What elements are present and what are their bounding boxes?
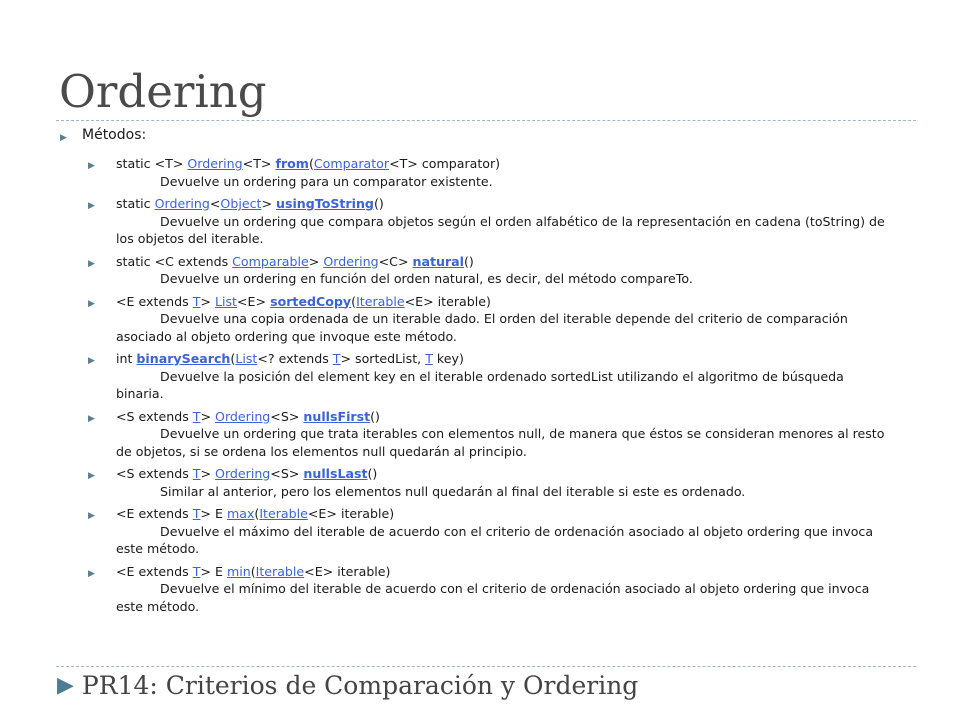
method-name-link[interactable]: sortedCopy [270, 293, 352, 309]
signature-text: < [209, 196, 221, 211]
method-description [116, 213, 888, 248]
signature-text: <T> comparator) [389, 156, 501, 171]
signature-text: <S extends [116, 408, 193, 424]
signature-text: ( [230, 351, 236, 366]
signature-text: () [373, 196, 384, 211]
signature-text: static <T> [116, 156, 188, 171]
description-text: Devuelve un ordering en función del orden natural, es decir, del método compareTo. [160, 271, 693, 286]
signature-text: key) [432, 351, 464, 366]
method-name-link[interactable]: natural [412, 253, 464, 269]
bullet-triangle-icon: ▶ [88, 511, 95, 521]
type-link[interactable]: List [214, 293, 237, 309]
signature-text: <S> [270, 408, 304, 424]
section-label: Métodos: [82, 127, 147, 143]
bullet-triangle-icon: ▶ [88, 298, 95, 309]
bullet-triangle-icon: ▶ [88, 356, 95, 366]
type-link[interactable]: T [192, 563, 201, 579]
method-signature [116, 350, 888, 368]
type-link[interactable]: Ordering [215, 408, 271, 424]
method-description [116, 270, 888, 288]
signature-text: ( [351, 293, 357, 309]
signature-text: > E [200, 506, 227, 521]
type-link[interactable]: Iterable [356, 293, 405, 309]
method-item [88, 195, 888, 248]
method-name-link[interactable]: nullsFirst [303, 408, 371, 424]
method-item [88, 408, 888, 461]
description-text: Devuelve la posición del element key en el iterable ordenado sortedList utilizando el algoritmo de búsqueda binaria. [116, 368, 844, 401]
method-description [116, 523, 888, 558]
method-list [88, 155, 888, 620]
bullet-triangle-icon: ▶ [88, 568, 95, 579]
section-heading [60, 126, 146, 144]
signature-text: > [308, 253, 324, 269]
method-item [88, 465, 888, 500]
method-signature [116, 195, 888, 213]
signature-text: > E [200, 563, 227, 579]
method-signature [116, 293, 888, 311]
signature-text: ( [250, 563, 256, 579]
type-link[interactable]: T [192, 408, 201, 424]
method-name-link[interactable]: from [275, 156, 309, 171]
signature-text: int [116, 351, 137, 366]
signature-text: <E extends [116, 293, 193, 309]
bullet-triangle-icon: ▶ [88, 201, 95, 211]
type-link[interactable]: Ordering [154, 196, 210, 211]
method-item [88, 155, 888, 190]
type-link[interactable]: T [425, 351, 433, 366]
signature-text: ( [308, 156, 314, 171]
type-link[interactable]: List [235, 351, 258, 366]
bullet-triangle-icon: ▶ [88, 258, 95, 269]
signature-text: <E> iterable) [307, 506, 395, 521]
type-link[interactable]: Comparator [313, 156, 390, 171]
signature-text: <E extends [116, 506, 193, 521]
type-link[interactable]: T [332, 351, 341, 366]
signature-text: > [200, 293, 215, 309]
method-description [116, 580, 888, 615]
signature-text: () [367, 466, 378, 481]
signature-text: static [116, 196, 155, 211]
signature-text: <C> [378, 253, 413, 269]
description-text: Devuelve un ordering para un comparator existente. [160, 173, 493, 189]
method-signature [116, 253, 888, 271]
type-link[interactable]: Iterable [259, 506, 308, 521]
description-text: Devuelve un ordering que compara objetos según el orden alfabético de la representación en cadena (toString) de los objetos del iterable. [116, 213, 885, 246]
description-text: Devuelve el mínimo del iterable de acuerdo con el criterio de ordenación asociado al objeto ordering que invoca este método. [116, 581, 870, 614]
method-item [88, 563, 888, 616]
signature-text: <? extends [257, 351, 333, 366]
type-link[interactable]: T [192, 466, 201, 481]
method-signature [116, 155, 888, 173]
type-link[interactable]: T [192, 293, 201, 309]
method-name-link[interactable]: usingToString [276, 196, 374, 211]
method-item [88, 253, 888, 288]
type-link[interactable]: min [226, 563, 251, 579]
signature-text: <E> iterable) [304, 563, 391, 579]
bullet-triangle-icon: ▶ [88, 413, 95, 424]
footer-divider [56, 666, 916, 667]
type-link[interactable]: Object [220, 196, 262, 211]
signature-text: > [261, 196, 277, 211]
description-text: Similar al anterior, pero los elementos null quedarán al final del iterable si este es ordenado. [160, 483, 746, 499]
method-description [116, 425, 888, 460]
signature-text: () [463, 253, 474, 269]
method-description [116, 368, 888, 403]
bullet-triangle-icon: ▶ [60, 133, 67, 143]
method-description [116, 310, 888, 345]
method-signature [116, 408, 888, 426]
type-link[interactable]: Iterable [255, 563, 305, 579]
title-divider [56, 120, 916, 121]
slide-title: Ordering [59, 65, 267, 118]
description-text: Devuelve una copia ordenada de un iterable dado. El orden del iterable depende del criterio de comparación asociado al objeto ordering que invoque este método. [116, 311, 848, 344]
signature-text: > [200, 466, 216, 481]
type-link[interactable]: max [226, 506, 255, 521]
method-name-link[interactable]: nullsLast [303, 466, 368, 481]
method-description [116, 483, 888, 501]
signature-text: <S extends [116, 466, 193, 481]
method-description [116, 173, 888, 191]
method-item [88, 350, 888, 403]
type-link[interactable]: T [192, 506, 201, 521]
signature-text: ( [254, 506, 260, 521]
method-signature [116, 563, 888, 581]
bullet-triangle-icon: ▶ [88, 161, 95, 171]
type-link[interactable]: Ordering [323, 253, 379, 269]
bullet-triangle-icon: ▶ [88, 471, 95, 481]
type-link[interactable]: Comparable [232, 253, 309, 269]
signature-text: <E> iterable) [404, 293, 491, 309]
description-text: Devuelve un ordering que trata iterables con elementos null, de manera que éstos se consideran menores al resto de objetos, si se ordena los elementos null quedarán al principio. [116, 426, 885, 459]
method-name-link[interactable]: binarySearch [136, 351, 231, 366]
method-signature [116, 505, 888, 523]
signature-text: <E> [237, 293, 271, 309]
signature-text: static <C extends [116, 253, 233, 269]
signature-text: <T> [242, 156, 276, 171]
method-signature [116, 465, 888, 483]
signature-text: <S> [270, 466, 304, 481]
type-link[interactable]: Ordering [187, 156, 243, 171]
slide-footer [57, 668, 638, 702]
footer-title: PR14: Criterios de Comparación y Ordering [81, 670, 639, 700]
footer-triangle-icon: ▶ [57, 672, 74, 698]
signature-text: > sortedList, [340, 351, 426, 366]
method-item [88, 293, 888, 346]
method-item [88, 505, 888, 558]
signature-text: () [370, 408, 380, 424]
signature-text: > [200, 408, 216, 424]
signature-text: <E extends [116, 563, 193, 579]
description-text: Devuelve el máximo del iterable de acuerdo con el criterio de ordenación asociado al objeto ordering que invoca este método. [116, 523, 874, 556]
type-link[interactable]: Ordering [215, 466, 271, 481]
